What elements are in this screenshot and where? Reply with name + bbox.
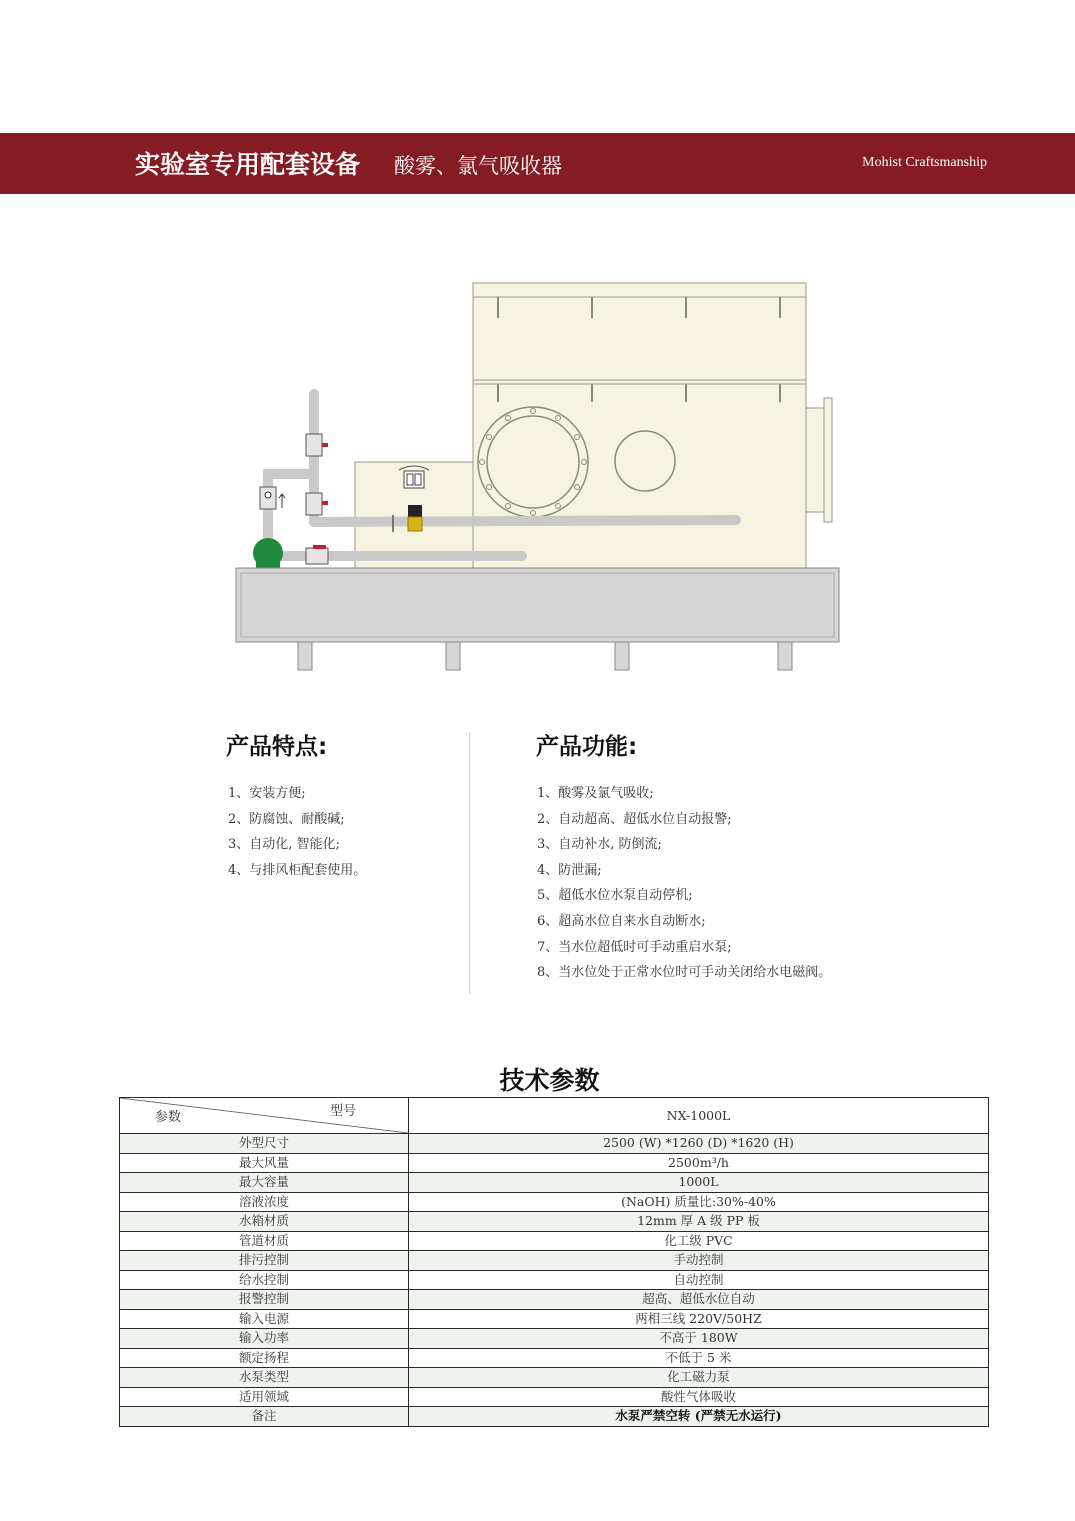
param-cell: 排污控制 <box>120 1251 409 1271</box>
table-row <box>120 1368 989 1388</box>
param-cell: 报警控制 <box>120 1290 409 1310</box>
param-cell: 外型尺寸 <box>120 1134 409 1154</box>
header-banner <box>0 133 1075 194</box>
model-label: 型号 <box>329 1104 356 1119</box>
table-row <box>120 1348 989 1368</box>
table-row <box>120 1329 989 1349</box>
value-cell: 2500m³/h <box>409 1153 989 1173</box>
diagonal-header-cell <box>120 1098 409 1134</box>
value-cell: 不高于 180W <box>409 1329 989 1349</box>
value-cell: 12mm 厚 A 级 PP 板 <box>409 1212 989 1232</box>
remark-value-cell: 水泵严禁空转 (严禁无水运行) <box>409 1407 989 1427</box>
value-cell: 2500 (W) *1260 (D) *1620 (H) <box>409 1134 989 1154</box>
absorber-tower-icon <box>473 283 832 570</box>
value-cell: 手动控制 <box>409 1251 989 1271</box>
param-cell: 输入功率 <box>120 1329 409 1349</box>
table-row <box>120 1173 989 1193</box>
list-item: 2、防腐蚀、耐酸碱; <box>228 811 345 827</box>
list-item: 5、超低水位水泵自动停机; <box>537 888 693 904</box>
list-item: 1、酸雾及氯气吸收; <box>537 786 654 801</box>
list-item: 1、安装方便; <box>228 786 306 801</box>
table-row <box>120 1134 989 1154</box>
value-cell: 自动控制 <box>409 1270 989 1290</box>
table-row <box>120 1251 989 1271</box>
table-header-row <box>120 1098 989 1134</box>
list-item: 7、当水位超低时可手动重启水泵; <box>537 939 732 955</box>
page-title: 实验室专用配套设备 <box>135 150 361 179</box>
functions-title: 产品功能: <box>536 734 638 760</box>
list-item: 3、自动化, 智能化; <box>228 837 340 853</box>
param-cell: 最大容量 <box>120 1173 409 1193</box>
features-list <box>228 781 366 883</box>
table-row <box>120 1231 989 1251</box>
param-cell: 额定扬程 <box>120 1348 409 1368</box>
spec-table <box>119 1097 989 1427</box>
value-cell: 1000L <box>409 1173 989 1193</box>
model-value: NX-1000L <box>409 1098 989 1134</box>
value-cell: 不低于 5 米 <box>409 1348 989 1368</box>
param-cell: 水泵类型 <box>120 1368 409 1388</box>
spec-table-title: 技术参数 <box>499 1066 600 1095</box>
value-cell: 两相三线 220V/50HZ <box>409 1309 989 1329</box>
table-row <box>120 1290 989 1310</box>
water-pump-icon <box>253 538 283 570</box>
list-item: 4、与排风柜配套使用。 <box>228 862 367 878</box>
table-row <box>120 1153 989 1173</box>
functions-list <box>537 781 831 986</box>
list-item: 3、自动补水, 防倒流; <box>537 837 662 853</box>
value-cell: (NaOH) 质量比:30%-40% <box>409 1192 989 1212</box>
param-cell: 水箱材质 <box>120 1212 409 1232</box>
brand-text: Mohist Craftsmanship <box>862 155 987 170</box>
param-label: 参数 <box>155 1110 182 1125</box>
equipment-diagram <box>0 200 1075 680</box>
param-cell: 给水控制 <box>120 1270 409 1290</box>
water-tank-icon <box>236 568 839 670</box>
param-cell: 备注 <box>120 1407 409 1427</box>
value-cell: 化工磁力泵 <box>409 1368 989 1388</box>
list-item: 8、当水位处于正常水位时可手动关闭给水电磁阀。 <box>537 965 832 981</box>
list-item: 2、自动超高、超低水位自动报警; <box>537 811 732 827</box>
param-cell: 最大风量 <box>120 1153 409 1173</box>
column-divider <box>469 732 470 994</box>
table-row <box>120 1212 989 1232</box>
param-cell: 适用领域 <box>120 1387 409 1407</box>
param-cell: 输入电源 <box>120 1309 409 1329</box>
table-row <box>120 1387 989 1407</box>
value-cell: 化工级 PVC <box>409 1231 989 1251</box>
value-cell: 超高、超低水位自动 <box>409 1290 989 1310</box>
table-row <box>120 1270 989 1290</box>
table-row <box>120 1192 989 1212</box>
list-item: 6、超高水位自来水自动断水; <box>537 913 706 929</box>
list-item: 4、防泄漏; <box>537 862 602 878</box>
param-cell: 溶液浓度 <box>120 1192 409 1212</box>
param-cell: 管道材质 <box>120 1231 409 1251</box>
table-row <box>120 1407 989 1427</box>
table-row <box>120 1309 989 1329</box>
product-name: 酸雾、氯气吸收器 <box>394 154 562 178</box>
value-cell: 酸性气体吸收 <box>409 1387 989 1407</box>
features-title: 产品特点: <box>226 734 328 760</box>
